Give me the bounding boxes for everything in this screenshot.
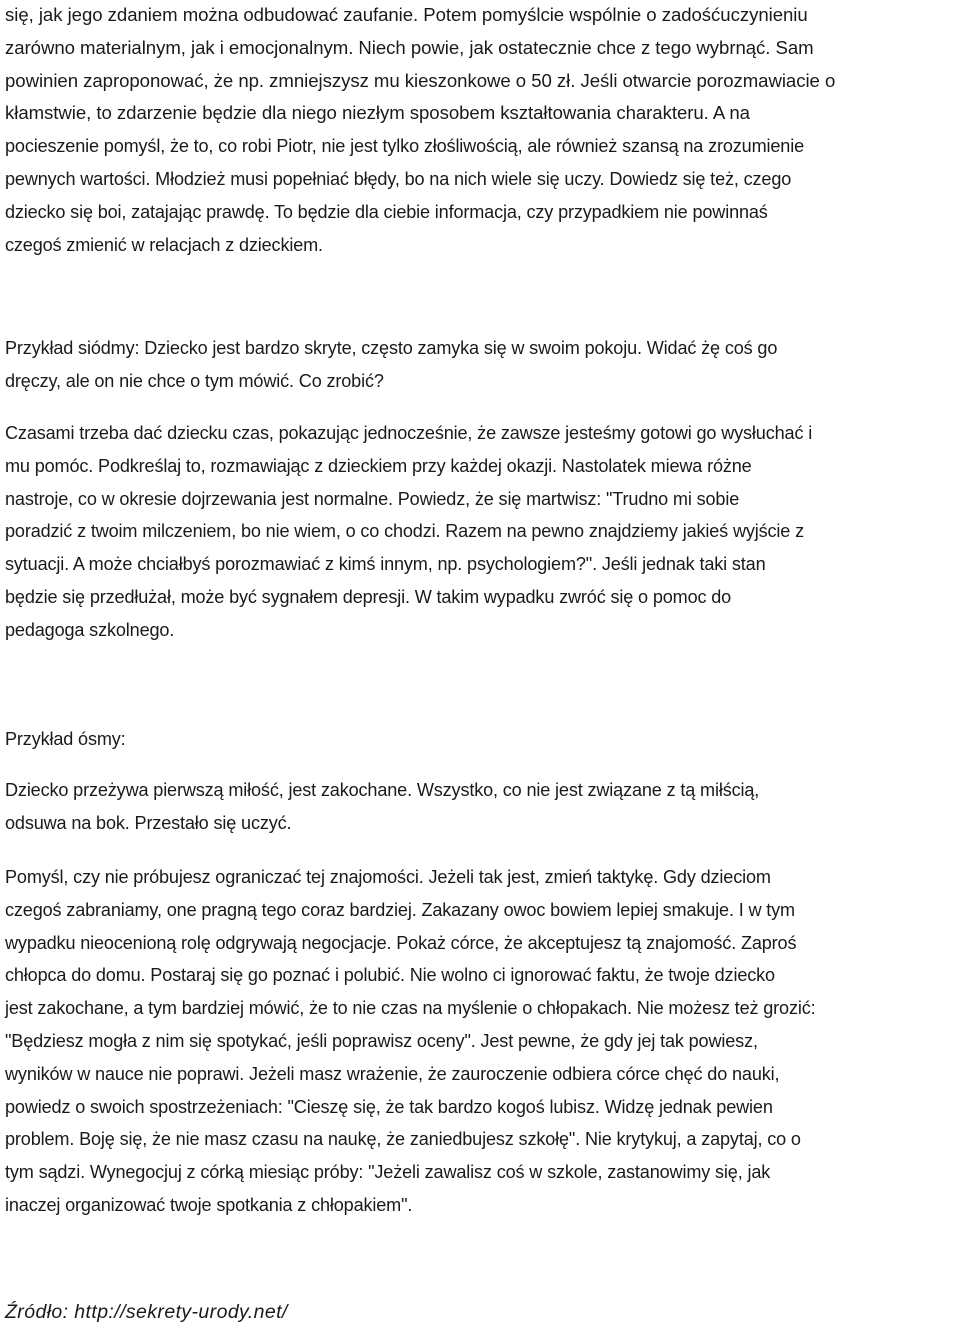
example-eight-heading: Przykład ósmy: (5, 729, 126, 749)
paragraph-line: odsuwa na bok. Przestało się uczyć. (5, 812, 292, 833)
paragraph-line: chłopca do domu. Postaraj się go poznać i polubić. Nie wolno ci ignorować faktu, że twoje dziecko (5, 965, 775, 986)
paragraph-line: Przykład siódmy: Dziecko jest bardzo skryte, często zamyka się w swoim pokoju. Widać żę coś go (5, 338, 778, 358)
example-eight-heading-block (5, 723, 955, 756)
paragraph-line: Czasami trzeba dać dziecku czas, pokazując jednocześnie, że zawsze jesteśmy gotowi go wysłuchać i (5, 423, 813, 443)
paragraph-line: się, jak jego zdaniem można odbudować zaufanie. Potem pomyślcie wspólnie o zadośćuczynieniu (5, 4, 808, 25)
paragraph-line: czegoś zabraniamy, one pragną tego coraz bardziej. Zakazany owoc bowiem lepiej smakuje. I w tym (5, 899, 795, 920)
source-line: Źródło: http://sekrety-urody.net/ (5, 1301, 288, 1323)
paragraph-line: wyników w nauce nie poprawi. Jeżeli masz wrażenie, że zauroczenie odbiera córce chęć do nauki, (5, 1063, 780, 1084)
paragraph-line: zarówno materialnym, jak i emocjonalnym. Niech powie, jak ostatecznie chce z tego wybrnąć. Sam (5, 36, 814, 58)
paragraph-line: kłamstwie, to zdarzenie będzie dla niego niezłym sposobem kształtowania charakteru. A na (5, 102, 750, 124)
paragraph-line: nastroje, co w okresie dojrzewania jest normalne. Powiedz, że się martwisz: "Trudno mi sobie (5, 488, 740, 509)
paragraph-line: mu pomóc. Podkreślaj to, rozmawiając z dzieckiem przy każdej okazji. Nastolatek miewa różne (5, 455, 752, 476)
intro-paragraph (5, 0, 955, 261)
paragraph-line: będzie się przedłużał, może być sygnałem depresji. W takim wypadku zwróć się o pomoc do (5, 586, 732, 607)
paragraph-line: pewnych wartości. Młodzież musi popełniać błędy, bo na nich wiele się uczy. Dowiedz się też, czego (5, 168, 792, 189)
paragraph-line: "Będziesz mogła z nim się spotykać, jeśli poprawisz oceny". Jest pewne, że gdy jej tak powiesz, (5, 1030, 758, 1051)
example-seven-answer (5, 417, 955, 647)
paragraph-line: pocieszenie pomyśl, że to, co robi Piotr, nie jest tylko złośliwością, ale również szansą na zrozumienie (5, 136, 804, 157)
paragraph-line: jest zakochane, a tym bardziej mówić, że to nie czas na myślenie o chłopakach. Nie możesz też grozić: (5, 998, 816, 1019)
paragraph-line: pedagoga szkolnego. (5, 619, 175, 640)
paragraph-line: inaczej organizować twoje spotkania z chłopakiem". (5, 1194, 413, 1215)
paragraph-line: czegoś zmienić w relacjach z dzieckiem. (5, 234, 323, 255)
example-eight-situation (5, 774, 955, 840)
example-seven-question (5, 332, 955, 398)
paragraph-line: powinien zaproponować, że np. zmniejszysz mu kieszonkowe o 50 zł. Jeśli otwarcie porozmawiacie o (5, 69, 836, 91)
paragraph-line: sytuacji. A może chciałbyś porozmawiać z kimś innym, np. psychologiem?". Jeśli jednak taki stan (5, 554, 766, 575)
example-eight-answer (5, 861, 955, 1222)
paragraph-line: poradzić z twoim milczeniem, bo nie wiem, o co chodzi. Razem na pewno znajdziemy jakieś wyjście z (5, 521, 804, 542)
paragraph-line: tym sądzi. Wynegocjuj z córką miesiąc próby: "Jeżeli zawalisz coś w szkole, zastanowimy się, jak (5, 1162, 771, 1183)
source-block (5, 1296, 955, 1329)
paragraph-line: dziecko się boi, zatajając prawdę. To będzie dla ciebie informacja, czy przypadkiem nie powinnaś (5, 201, 768, 222)
paragraph-line: Pomyśl, czy nie próbujesz ograniczać tej znajomości. Jeżeli tak jest, zmień taktykę. Gdy dzieciom (5, 867, 771, 887)
paragraph-line: dręczy, ale on nie chce o tym mówić. Co zrobić? (5, 370, 384, 391)
paragraph-line: wypadku nieocenioną rolę odgrywają negocjacje. Pokaż córce, że akceptujesz tą znajomość. Zaproś (5, 932, 797, 953)
paragraph-line: Dziecko przeżywa pierwszą miłość, jest zakochane. Wszystko, co nie jest związane z tą miłścią, (5, 780, 760, 800)
paragraph-line: powiedz o swoich spostrzeżeniach: "Cieszę się, że tak bardzo kogoś lubisz. Widzę jednak pewien (5, 1096, 773, 1117)
paragraph-line: problem. Boję się, że nie masz czasu na naukę, że zaniedbujesz szkołę". Nie krytykuj, a zapytaj, co o (5, 1129, 801, 1150)
